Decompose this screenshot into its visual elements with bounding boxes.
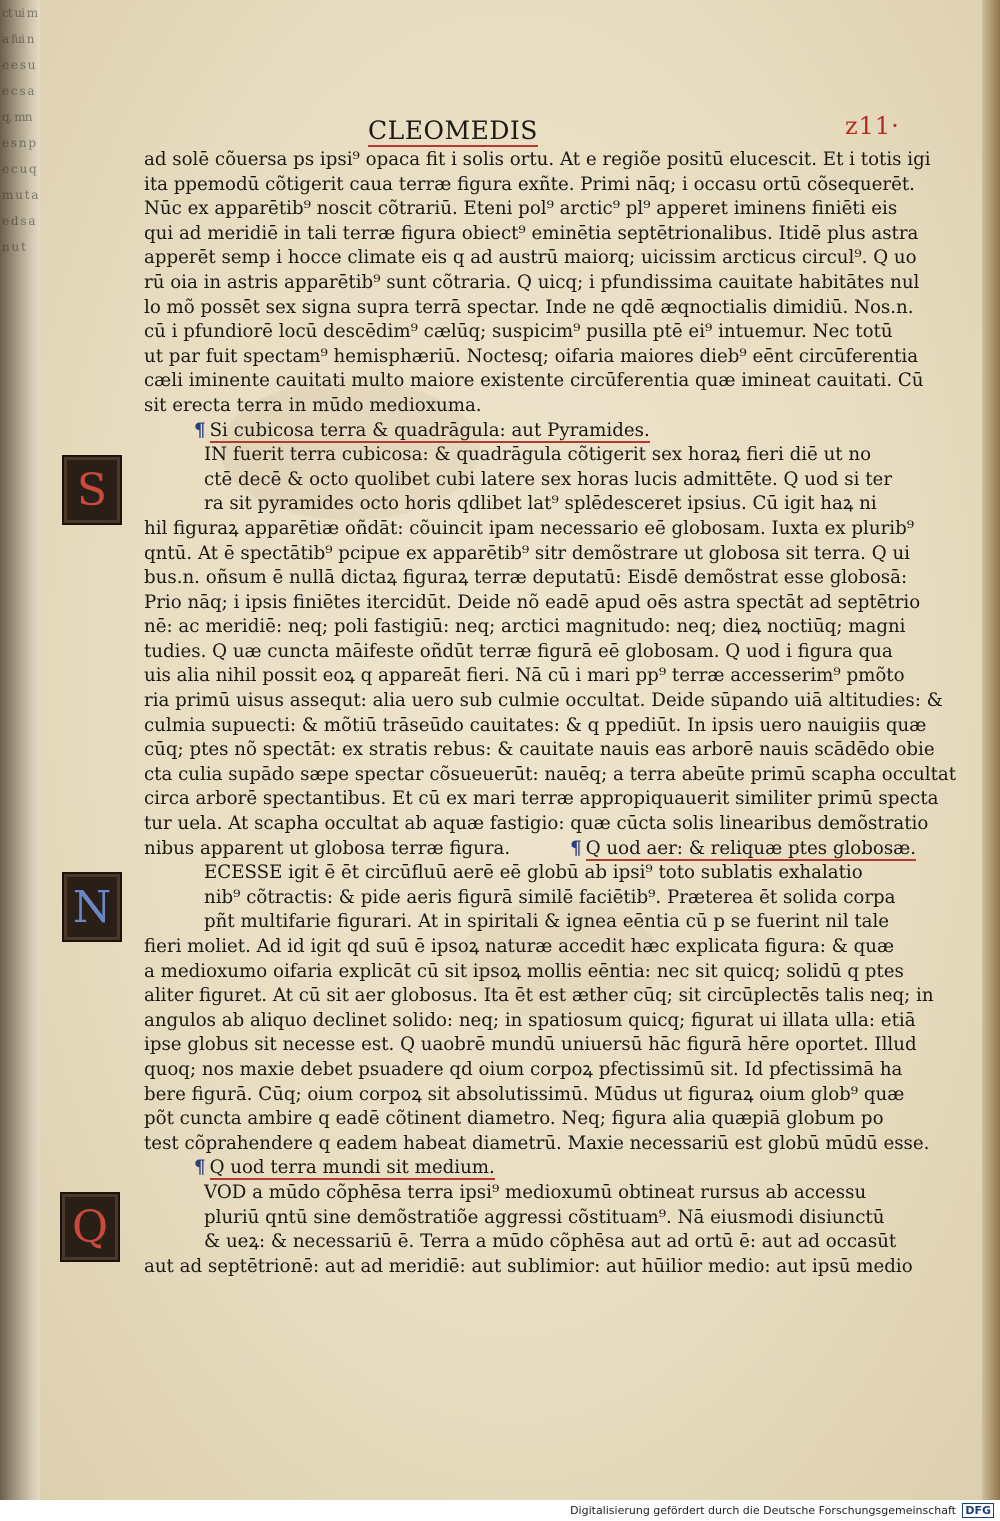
text-line	[144, 1230, 897, 1255]
section-heading	[144, 1156, 812, 1181]
text-line: Nūc ex apparētib⁹ noscit cõtrariū. Eteni pol⁹ arctic⁹ pl⁹ apperet iminens finiēti eis	[144, 198, 898, 220]
text-line: ad solē cõuersa ps ipsi⁹ opaca fit i solis ortu. At e regiõe positū elucescit. Et i totis igi	[144, 149, 931, 170]
text-line: bus.n. oñsum ē nullā dictaꝝ figuraꝝ terræ deputatū: Eisdē demõstrat esse globosā:	[144, 567, 908, 589]
text-line	[144, 468, 893, 493]
text-line: quoq; nos maxie debet psuadere qd oium corpoꝝ pfectissimū sit. Id pfectissimā ha	[144, 1058, 903, 1080]
text-line-content: ra sit pyramides octo horis qdlibet lat⁹ splēdesceret ipsius. Cū igit haꝝ ni	[204, 493, 877, 515]
text-line: fieri moliet. Ad id igit qd suū ē ipsoꝝ naturæ accedit hæc explicata figura: & quæ	[144, 936, 895, 957]
section-heading-text: Q uod terra mundi sit medium.	[209, 1157, 495, 1179]
text-line	[144, 1206, 885, 1231]
text-line	[144, 837, 917, 862]
section-heading-text: Q uod aer: & reliquæ ptes globosæ.	[585, 837, 917, 859]
section-heading-text: Si cubicosa terra & quadrāgula: aut Pyramides.	[209, 419, 650, 441]
text-line: rū oia in astris apparētib⁹ sunt cõtraria. Q uicq; i pfundissima cauitate habitātes nul	[144, 271, 920, 293]
text-line: cta culia supādo sæpe spectar cõsueuerūt: nauēq; a terra abeūte primū scapha occultat	[144, 763, 957, 785]
page-fore-edge	[982, 0, 1000, 1500]
text-line: tur uela. At scapha occultat ab aquæ fastigio: quæ cūcta solis linearibus demõstratio	[144, 813, 929, 835]
text-line: Prio nāq; i ipsis finiētes itercidūt. Deide nõ eadē apud oēs astra spectāt ad septētrio	[144, 591, 921, 613]
text-line: apperēt semp i hocce climate eis q ad austrū maiorq; uicissim arcticus circul⁹. Q uo	[144, 247, 917, 269]
text-line: ipse globus sit necesse est. Q uaobrē mundū uniuersū hāc figurā hēre oportet. Illud	[144, 1034, 917, 1056]
text-line-content: pluriū qntū sine demõstratiõe aggressi cõstituam⁹. Nā eiusmodi disiunctū	[204, 1206, 885, 1228]
text-line: põt cuncta ambire q eadē cõtinent diametro. Neq; figura alia quæpiā globum po	[144, 1108, 884, 1130]
text-line: ut par fuit spectam⁹ hemisphæriū. Noctesq; oifaria maiores dieb⁹ eēnt circūferentia	[144, 345, 919, 367]
footer-credit: Digitalisierung gefördert durch die Deutsche Forschungsgemeinschaft	[570, 1504, 956, 1517]
text-line	[144, 886, 896, 911]
text-line: circa arborē spectantibus. Et cū ex mari terræ appropiquauerit similiter primū specta	[144, 788, 939, 810]
text-line: ita ppemodū cõtigerit caua terræ figura exñte. Primi nāq; i occasu ortū cõsequerēt.	[144, 173, 915, 195]
text-line: culmia supuecti: & mõtiū trāseūdo cauitates: & q ppediūt. In ipsis uero nauigiis quæ	[144, 714, 927, 736]
pilcrow-mark: ¶	[570, 837, 582, 859]
text-line-content: nib⁹ cõtractis: & pide aeris figurā similē faciētib⁹. Præterea ēt solida corpa	[204, 886, 896, 908]
text-line-content: IN fuerit terra cubicosa: & quadrāgula cõtigerit sex horaꝝ fieri diē ut no	[204, 444, 872, 466]
pilcrow-mark: ¶	[194, 419, 206, 441]
text-line: angulos ab aliquo declinet solido: neq; in spatiosum quicq; figurat ui illata ulla: etiā	[144, 1009, 916, 1031]
text-line: aut ad septētrionē: aut ad meridiē: aut sublimior: aut hūilior medio: aut ipsū medio	[144, 1255, 913, 1277]
text-line	[144, 910, 890, 935]
text-line-content: ECESSE igit ē ēt circūfluū aerē eē globū ab ipsi⁹ toto sublatis exhalatio	[204, 862, 863, 884]
text-line: aliter figuret. At cū sit aer globosus. Ita ēt est æther cūq; sit circūplectēs talis neq; in	[144, 985, 934, 1007]
text-line-content: ctē decē & octo quolibet cubi latere sex horas lucis admittēte. Q uod si ter	[204, 468, 893, 490]
folio-number: z11·	[845, 112, 900, 140]
decorated-initial-n: N	[62, 872, 122, 942]
text-line: ria primū uisus assequt: alia uero sub culmie occultat. Deide sūpando uiā altitudies: &	[144, 690, 943, 712]
running-head-text: CLEOMEDIS	[368, 116, 538, 145]
text-line	[144, 1181, 867, 1206]
text-line: nē: ac meridiē: neq; poli fastigiū: neq; arctici magnitudo: neq; dieꝝ noctiūq; magni	[144, 616, 906, 638]
text-line: uis alia nihil possit eoꝝ q appareāt fieri. Nā cū i mari pp⁹ terræ accesserim⁹ pmõto	[144, 665, 905, 687]
text-line: a medioxumo oifaria explicāt cū sit ipsoꝝ mollis eēntia: nec sit quicq; solidū q ptes	[144, 960, 904, 982]
text-line: qntū. At ē spectātib⁹ pcipue ex apparētib⁹ sitr demõstrare ut globosa sit terra. Q ui	[144, 542, 910, 564]
text-line: lo mõ possēt sex signa supra terrā spectar. Inde ne qdē æqnoctialis dimidiū. Nos.n.	[144, 296, 914, 318]
section-heading	[144, 419, 812, 444]
text-line-content: nibus apparent ut globosa terræ figura.	[144, 837, 511, 859]
facing-page-edge: ct ui m a fui ne e s ue c s a q, mn e s n p e c u q m u t a e d s a n u t	[2, 6, 38, 254]
text-line: cæli iminente cauitati multo maiore existente circūferentia quæ imineat cauitati. Cū	[144, 370, 924, 392]
text-line-content: VOD a mūdo cõphēsa terra ipsi⁹ medioxumū obtineat rursus ab accessu	[204, 1181, 867, 1203]
text-line: sit erecta terra in mūdo medioxuma.	[144, 394, 482, 416]
rubric-underline	[368, 145, 538, 147]
text-line: qui ad meridiē in tali terræ figura obiect⁹ eminētia septētrionalibus. Itidē plus astra	[144, 222, 919, 244]
decorated-initial-q: Q	[60, 1192, 120, 1262]
text-line: cūq; ptes nõ spectāt: ex stratis rebus: & cauitate nauis eas arborē nauis scādēdo obie	[144, 739, 935, 761]
text-line	[144, 861, 863, 886]
text-line: cū i pfundiorē locū descēdim⁹ cælūq; suspicim⁹ pusilla ptē ei⁹ intuemur. Nec totū	[144, 321, 893, 343]
text-line	[144, 492, 877, 517]
main-text	[144, 148, 957, 1279]
text-line-content: pñt multifarie figurari. At in spiritali & ignea eēntia cū p se fuerint nil tale	[204, 911, 890, 933]
text-line: test cõprahendere q eadem habeat diametrū. Maxie necessariū est globū mūdū esse.	[144, 1132, 930, 1154]
text-line: bere figurā. Cūq; oium corpoꝝ sit absolutissimū. Mūdus ut figuraꝝ oium glob⁹ quæ	[144, 1083, 905, 1105]
text-line	[144, 443, 872, 468]
text-line-content: & ueꝝ: & necessariū ē. Terra a mūdo cõphēsa aut ad ortū ē: aut ad occasūt	[204, 1231, 897, 1253]
book-page	[40, 0, 982, 1500]
text-line: tudies. Q uæ cuncta māifeste oñdūt terræ figurā eē globosam. Q uod i figura qua	[144, 640, 893, 662]
digitization-footer	[0, 1500, 1000, 1521]
decorated-initial-s: S	[62, 455, 122, 525]
text-line: hil figuraꝝ apparētiæ oñdāt: cõuincit ipam necessario eē globosam. Iuxta ex plurib⁹	[144, 517, 915, 539]
pilcrow-mark: ¶	[194, 1157, 206, 1179]
running-head	[368, 116, 538, 145]
dfg-logo: DFG	[962, 1503, 994, 1518]
